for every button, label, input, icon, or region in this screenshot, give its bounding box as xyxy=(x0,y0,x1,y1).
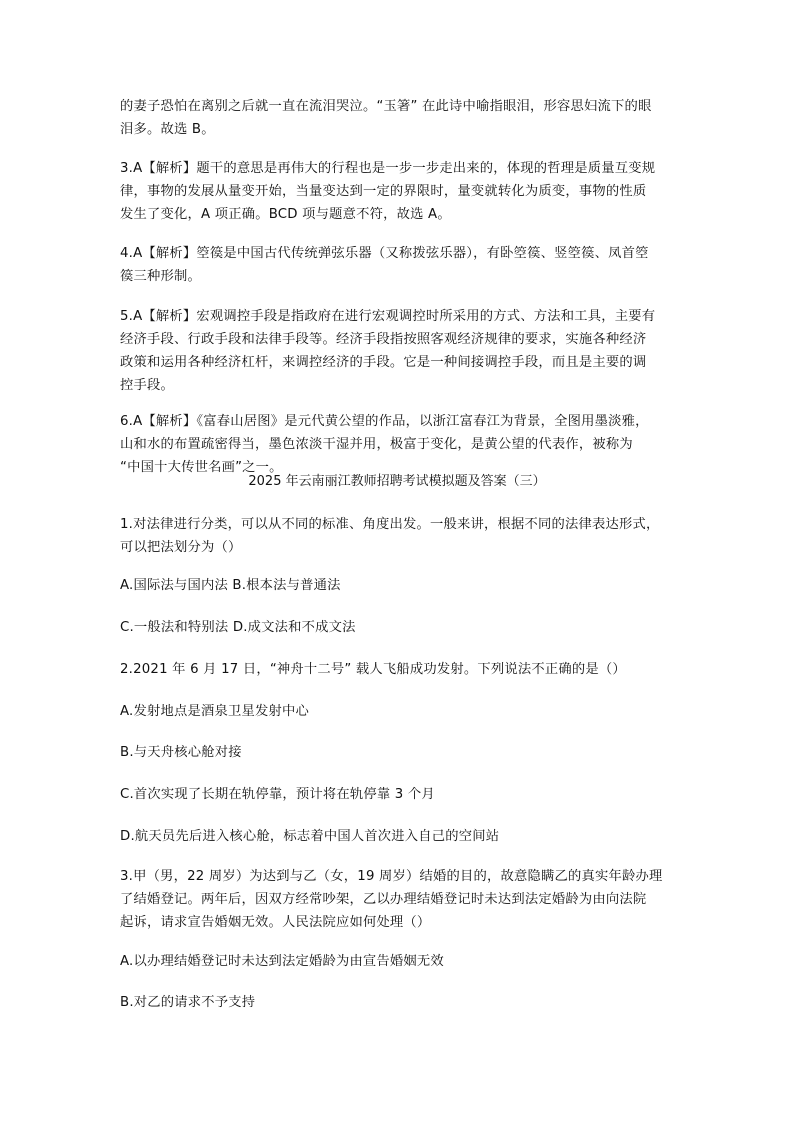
text-line: “中国十大传世名画”之一。 xyxy=(120,460,283,475)
text-line: 政策和运用各种经济杠杆，来调控经济的手段。它是一种间接调控手段，而且是主要的调 xyxy=(120,355,647,370)
answer-5 xyxy=(120,305,676,397)
question-1-options-cd xyxy=(120,616,676,639)
option-line: B.对乙的请求不予支持 xyxy=(120,995,256,1010)
question-3-option-a xyxy=(120,950,676,973)
question-1-options-ab xyxy=(120,574,676,597)
question-2 xyxy=(120,658,676,681)
question-3-option-b xyxy=(120,991,676,1014)
text-line: 律，事物的发展从量变开始，当量变达到一定的界限时，量变就转化为质变，事物的性质 xyxy=(120,184,647,199)
question-3 xyxy=(120,865,676,934)
question-2-option-a xyxy=(120,700,676,723)
option-line: C.一般法和特别法 D.成文法和不成文法 xyxy=(120,620,356,635)
text-line: 1.对法律进行分类，可以从不同的标准、角度出发。一般来讲，根据不同的法律表达形式， xyxy=(120,517,660,532)
answer-3 xyxy=(120,157,676,226)
text-line: 6.A【解析】《富春山居图》是元代黄公望的作品，以浙江富春江为背景，全图用墨淡雅， xyxy=(120,414,649,429)
answer-6 xyxy=(120,410,676,479)
answer-continuation xyxy=(120,95,676,141)
text-line: 4.A【解析】箜篌是中国古代传统弹弦乐器（又称拨弦乐器），有卧箜篌、竖箜篌、凤首箜 xyxy=(120,246,649,261)
text-line: 3.A【解析】题干的意思是再伟大的行程也是一步一步走出来的，体现的哲理是质量互变规 xyxy=(120,161,656,176)
option-line: A.以办理结婚登记时未达到法定婚龄为由宣告婚姻无效 xyxy=(120,954,444,969)
text-line: 经济手段、行政手段和法律手段等。经济手段指按照客观经济规律的要求，实施各种经济 xyxy=(120,332,647,347)
text-line: 3.甲（男，22 周岁）为达到与乙（女，19 周岁）结婚的目的，故意隐瞒乙的真实年龄办理 xyxy=(120,869,663,884)
option-line: A.国际法与国内法 B.根本法与普通法 xyxy=(120,578,341,593)
question-2-option-c xyxy=(120,783,676,806)
question-2-option-d xyxy=(120,825,676,848)
text-line: 可以把法划分为（） xyxy=(120,540,242,555)
answer-4 xyxy=(120,242,676,288)
text-line: 的妻子恐怕在离别之后就一直在流泪哭泣。“玉箸” 在此诗中喻指眼泪，形容思妇流下的眼 xyxy=(120,99,652,114)
text-line: 控手段。 xyxy=(120,378,174,393)
question-1 xyxy=(120,513,676,559)
option-line: B.与天舟核心舱对接 xyxy=(120,745,242,760)
section-title: 2025 年云南丽江教师招聘考试模拟题及答案（三） xyxy=(248,474,546,489)
option-line: D.航天员先后进入核心舱，标志着中国人首次进入自己的空间站 xyxy=(120,829,500,844)
text-line: 泪多。故选 B。 xyxy=(120,122,215,137)
question-2-option-b xyxy=(120,741,676,764)
text-line: 篌三种形制。 xyxy=(120,269,201,284)
text-line: 发生了变化，A 项正确。BCD 项与题意不符，故选 A。 xyxy=(120,207,451,222)
option-line: C.首次实现了长期在轨停靠，预计将在轨停靠 3 个月 xyxy=(120,787,435,802)
text-line: 5.A【解析】宏观调控手段是指政府在进行宏观调控时所采用的方式、方法和工具，主要有 xyxy=(120,309,656,324)
option-line: A.发射地点是酒泉卫星发射中心 xyxy=(120,704,309,719)
text-line: 了结婚登记。两年后，因双方经常吵架，乙以办理结婚登记时未达到法定婚龄为由向法院 xyxy=(120,892,647,907)
text-line: 2.2021 年 6 月 17 日，“神舟十二号” 载人飞船成功发射。下列说法不正确的是（） xyxy=(120,662,626,677)
text-line: 山和水的布置疏密得当，墨色浓淡干湿并用，极富于变化，是黄公望的代表作，被称为 xyxy=(120,437,633,452)
text-line: 起诉，请求宣告婚姻无效。人民法院应如何处理（） xyxy=(120,915,431,930)
